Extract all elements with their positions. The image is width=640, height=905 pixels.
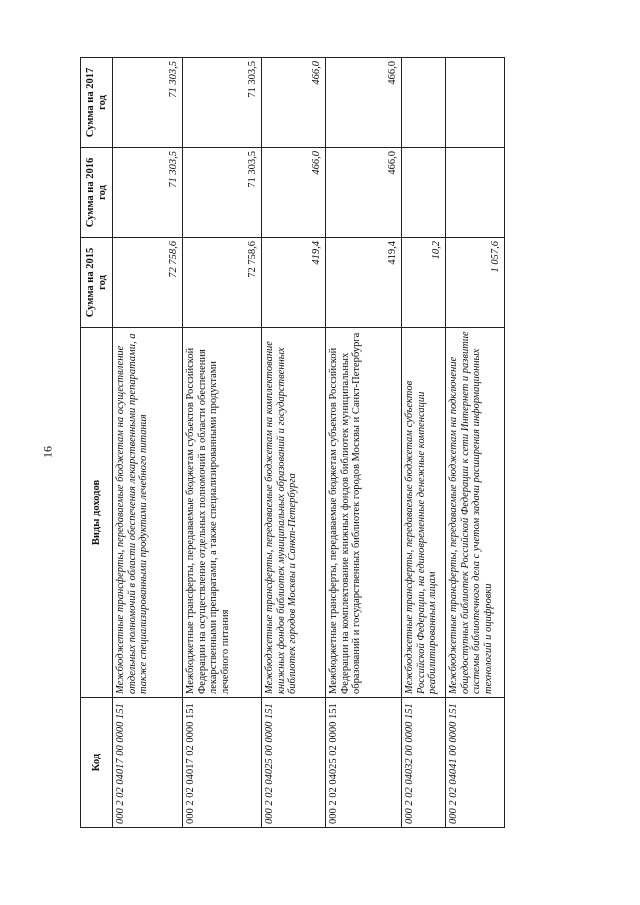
row-code: 000 2 02 04025 02 0000 151 <box>326 698 402 828</box>
row-description: Межбюджетные трансферты, передаваемые бюджетам на комплектование книжных фондов библиотек муниципальных образований и государственных библиотек городов Москвы и Санкт-Петербурга <box>262 328 326 698</box>
row-description: Межбюджетные трансферты, передаваемые бюджетам на осуществление отдельных полномочий в области обеспечения лекарственными препаратами, а также специализированными продуктами лечебного питания <box>113 328 183 698</box>
row-sum-2017: 466,0 <box>262 58 326 148</box>
header-type: Виды доходов <box>81 328 113 698</box>
row-sum-2016 <box>402 148 446 238</box>
row-sum-2017: 71 303,5 <box>183 58 262 148</box>
row-sum-2015: 10,2 <box>402 238 446 328</box>
row-code: 000 2 02 04025 00 0000 151 <box>262 698 326 828</box>
row-description: Межбюджетные трансферты, передаваемые бюджетам субъектов Российской Федерации на осуществление отдельных полномочий в области обеспечения лекарственными препаратами, а также специализированными продуктами лечебного питания <box>183 328 262 698</box>
row-sum-2015: 419,4 <box>262 238 326 328</box>
header-sum-2015: Сумма на 2015 год <box>81 238 113 328</box>
table-row <box>402 58 446 828</box>
header-code: Код <box>81 698 113 828</box>
page-number: 16 <box>40 446 55 458</box>
row-description: Межбюджетные трансферты, передаваемые бюджетам на подключение общедоступных библиотек Российской Федерации к сети Интернет и развитие системы библиотечного дела с учетом задачи расширения информационных технологий и оцифровки <box>446 328 505 698</box>
table-row <box>446 58 505 828</box>
header-sum-2016: Сумма на 2016 год <box>81 148 113 238</box>
row-code: 000 2 02 04041 00 0000 151 <box>446 698 505 828</box>
revenue-table <box>80 57 505 828</box>
row-sum-2016 <box>446 148 505 238</box>
row-sum-2016: 71 303,5 <box>113 148 183 238</box>
header-sum-2017: Сумма на 2017 год <box>81 58 113 148</box>
row-sum-2017 <box>402 58 446 148</box>
row-sum-2016: 466,0 <box>262 148 326 238</box>
row-code: 000 2 02 04032 00 0000 151 <box>402 698 446 828</box>
row-sum-2017 <box>446 58 505 148</box>
row-code: 000 2 02 04017 00 0000 151 <box>113 698 183 828</box>
row-sum-2017: 466,0 <box>326 58 402 148</box>
row-sum-2016: 71 303,5 <box>183 148 262 238</box>
row-sum-2016: 466,0 <box>326 148 402 238</box>
table-row <box>183 58 262 828</box>
revenue-table-container <box>80 58 504 828</box>
row-description: Межбюджетные трансферты, передаваемые бюджетам субъектов Российской Федерации на комплектование книжных фондов библиотек муниципальных образований и государственных библиотек городов Москвы и Санкт-Петербурга <box>326 328 402 698</box>
row-sum-2017: 71 303,5 <box>113 58 183 148</box>
row-code: 000 2 02 04017 02 0000 151 <box>183 698 262 828</box>
row-sum-2015: 1 057,6 <box>446 238 505 328</box>
row-sum-2015: 72 758,6 <box>183 238 262 328</box>
table-row <box>113 58 183 828</box>
row-description: Межбюджетные трансферты, передаваемые бюджетам субъектов Российской Федерации, на единовременные денежные компенсации реабилитированным лицам <box>402 328 446 698</box>
row-sum-2015: 72 758,6 <box>113 238 183 328</box>
table-row <box>326 58 402 828</box>
row-sum-2015: 419,4 <box>326 238 402 328</box>
table-row <box>262 58 326 828</box>
